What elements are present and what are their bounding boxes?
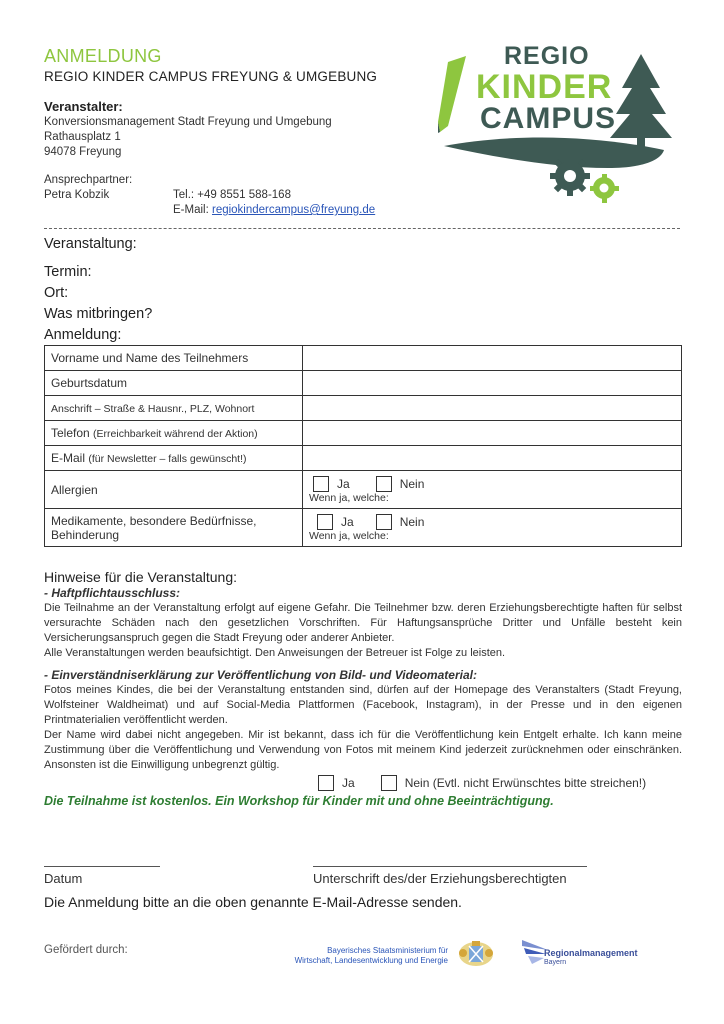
contact-label: Ansprechpartner: <box>44 174 133 186</box>
free-participation-note: Die Teilnahme ist kostenlos. Ein Workshop für Kinder mit und ohne Beeinträchtigung. <box>44 794 554 808</box>
registration-table <box>44 345 682 547</box>
logo-word-kinder: KINDER <box>476 68 613 106</box>
consent-no-label: Nein (Evtl. nicht Erwünschtes bitte streichen!) <box>404 776 647 790</box>
funded-by-label: Gefördert durch: <box>44 944 128 956</box>
organizer-line: Konversionsmanagement Stadt Freyung und Umgebung <box>44 116 332 128</box>
row-label: Geburtsdatum <box>45 371 303 396</box>
regional-management-text: Regionalmanagement Bayern <box>544 948 638 966</box>
yes-label: Ja <box>341 514 354 529</box>
notes-heading: Hinweise für die Veranstaltung: <box>44 569 237 585</box>
table-row <box>45 509 682 547</box>
consent-title: - Einverständniserklärung zur Veröffentlichung von Bild- und Videomaterial: <box>44 668 477 682</box>
if-yes-label: Wenn ja, welche: <box>309 491 389 504</box>
regio-kinder-campus-logo <box>438 34 678 210</box>
contact-phone: Tel.: +49 8551 588-168 <box>173 189 291 201</box>
date-line[interactable] <box>44 866 160 867</box>
email-field[interactable] <box>303 446 682 471</box>
consent-text: Fotos meines Kindes, die bei der Veranstaltung entstanden sind, dürfen auf der Homepage des Veranstalters (Stadt Freyung, Wolfsteiner Waldheimat) und auf Social-Media Plattformen (Facebook, Instagram), in der Presse und in den eigenen Printmaterialien veröffentlicht werden. Der Name wird dabei nicht angegeben. Mir ist bekannt, dass ich für die Veröffentlichung kein Entgelt erhalte. Ich kann meine Zustimmung über die Veröffentlichung und Verwendung von Fotos mit meinem Kind jederzeit zurücknehmen oder einschränken. Ansonsten ist die Einwilligung unbegrenzt gültig. <box>44 684 682 771</box>
send-note: Die Anmeldung bitte an die oben genannte E-Mail-Adresse senden. <box>44 894 462 910</box>
birthdate-field[interactable] <box>303 371 682 396</box>
table-row <box>45 421 682 446</box>
table-row <box>45 446 682 471</box>
organizer-line: Rathausplatz 1 <box>44 131 121 143</box>
form-subtitle: REGIO KINDER CAMPUS FREYUNG & UMGEBUNG <box>44 69 378 84</box>
gear-icon <box>550 156 590 196</box>
registration-label: Anmeldung: <box>44 327 122 343</box>
allergies-field <box>303 471 682 509</box>
email-label: E-Mail: <box>173 204 209 216</box>
organizer-address <box>44 115 332 160</box>
location-label: Ort: <box>44 285 69 301</box>
form-title: ANMELDUNG <box>44 46 162 66</box>
allergies-yes-checkbox[interactable] <box>313 476 329 492</box>
row-label: Telefon (Erreichbarkeit während der Aktion) <box>45 421 303 446</box>
date-label: Termin: <box>44 264 92 280</box>
bring-label: Was mitbringen? <box>44 306 153 322</box>
table-row <box>45 396 682 421</box>
if-yes-label: Wenn ja, welche: <box>309 529 389 542</box>
row-label: Anschrift – Straße & Hausnr., PLZ, Wohnort <box>45 396 303 421</box>
consent-yes-checkbox[interactable] <box>318 775 334 791</box>
medication-field <box>303 509 682 547</box>
address-field[interactable] <box>303 396 682 421</box>
logo-word-regio: REGIO <box>504 42 590 70</box>
consent-options <box>318 775 646 791</box>
table-row <box>45 346 682 371</box>
contact-email-row <box>173 203 375 218</box>
no-label: Nein <box>399 514 425 529</box>
tree-icon <box>610 54 672 148</box>
row-label: Allergien <box>45 471 303 509</box>
consent-yes-label: Ja <box>342 776 355 790</box>
signature-caption: Unterschrift des/der Erziehungsberechtigten <box>313 871 567 886</box>
name-field[interactable] <box>303 346 682 371</box>
phone-field[interactable] <box>303 421 682 446</box>
email-link[interactable]: regiokindercampus@freyung.de <box>211 204 376 216</box>
consent-no-checkbox[interactable] <box>381 775 397 791</box>
medication-yes-checkbox[interactable] <box>317 514 333 530</box>
header-divider <box>44 228 680 229</box>
swoosh-shape <box>444 137 664 168</box>
table-row <box>45 371 682 396</box>
row-label: Vorname und Name des Teilnehmers <box>45 346 303 371</box>
organizer-label: Veranstalter: <box>44 99 123 114</box>
organizer-line: 94078 Freyung <box>44 146 122 158</box>
allergies-no-checkbox[interactable] <box>376 476 392 492</box>
liability-title: - Haftpflichtausschluss: <box>44 586 181 600</box>
gear-icon-small <box>590 174 619 203</box>
contact-name: Petra Kobzik <box>44 189 110 201</box>
liability-text: Die Teilnahme an der Veranstaltung erfolgt auf eigene Gefahr. Die Teilnehmer bzw. deren Erziehungsberechtigte haften für selbst versurachte Schäden nach den gesetzlichen Vorschriften. Für Haftungsansprüche Dritter und Unfälle besteht kein Versicherungsanspruch gegen die Stadt Freyung oder anderer Anbieter. Alle Veranstaltungen werden beaufsichtigt. Den Anweisungen der Betreuer ist Folge zu leisten. <box>44 602 682 659</box>
yes-label: Ja <box>337 476 350 491</box>
event-label: Veranstaltung: <box>44 236 137 252</box>
ministry-text: Bayerisches Staatsministerium für Wirtschaft, Landesentwicklung und Energie <box>294 946 448 965</box>
row-label: E-Mail (für Newsletter – falls gewünscht!) <box>45 446 303 471</box>
bavarian-coat-of-arms-icon <box>455 939 497 967</box>
no-label: Nein <box>399 476 425 491</box>
row-label: Medikamente, besondere Bedürfnisse, Behinderung <box>45 509 303 547</box>
table-row <box>45 471 682 509</box>
pencil-icon <box>438 56 466 134</box>
date-caption: Datum <box>44 871 83 886</box>
logo-word-campus: CAMPUS <box>480 102 617 135</box>
medication-no-checkbox[interactable] <box>376 514 392 530</box>
signature-line[interactable] <box>313 866 587 867</box>
